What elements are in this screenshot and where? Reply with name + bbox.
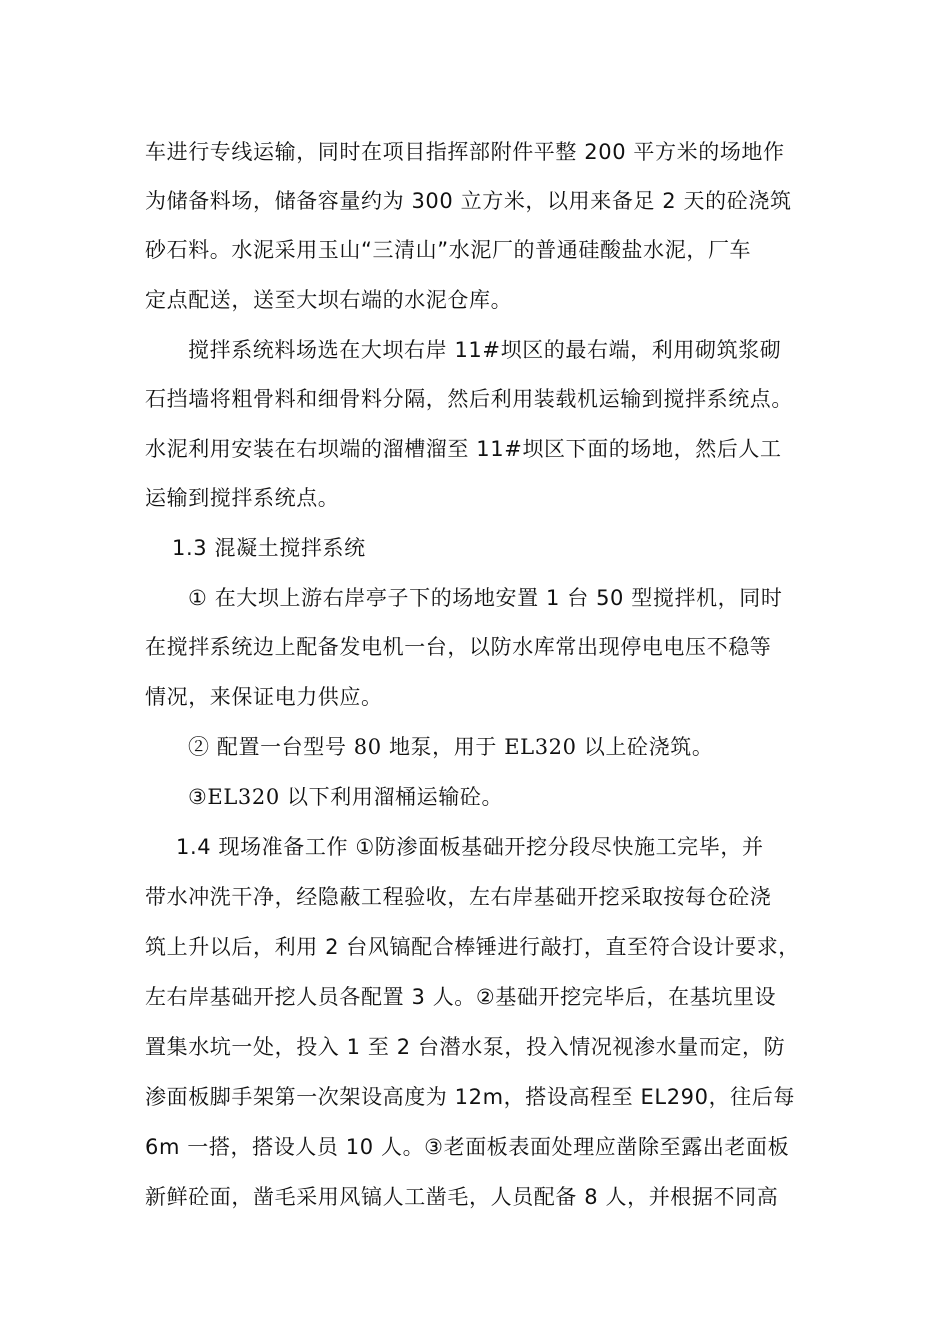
list-item-2: ② 配置一台型号 80 地泵，用于 EL320 以上砼浇筑。 [188,735,714,759]
text-line: 砂石料。水泥采用玉山“三清山”水泥厂的普通硅酸盐水泥，厂车 [145,238,752,262]
text-line: 置集水坑一处，投入 1 至 2 台潜水泵，投入情况视渗水量而定，防 [145,1035,786,1059]
paragraph-first-line: 搅拌系统料场选在大坝右岸 11#坝区的最右端，利用砌筑浆砌 [188,338,782,362]
text-line: 带水冲洗干净，经隐蔽工程验收，左右岸基础开挖采取按每仓砼浇 [145,885,772,909]
text-line: 为储备料场，储备容量约为 300 立方米，以用来备足 2 天的砼浇筑 [145,189,792,213]
text-line: 定点配送，送至大坝右端的水泥仓库。 [145,288,513,312]
text-line: 在搅拌系统边上配备发电机一台，以防水库常出现停电电压不稳等 [145,635,772,659]
text-line: 情况，来保证电力供应。 [145,685,383,709]
list-item-3: ③EL320 以下利用溜桶运输砼。 [188,785,504,809]
section-heading-1-4: 1.4 现场准备工作 ①防渗面板基础开挖分段尽快施工完毕，并 [176,835,764,859]
text-line: 渗面板脚手架第一次架设高度为 12m，搭设高程至 EL290，往后每 [145,1085,795,1109]
text-line: 筑上升以后，利用 2 台风镐配合棒锤进行敲打，直至符合设计要求， [145,935,800,959]
section-heading-1-3: 1.3 混凝土搅拌系统 [172,536,366,560]
list-item-1: ① 在大坝上游右岸亭子下的场地安置 1 台 50 型搅拌机，同时 [188,586,783,610]
text-line: 左右岸基础开挖人员各配置 3 人。②基础开挖完毕后，在基坑里设 [145,985,777,1009]
text-line: 石挡墙将粗骨料和细骨料分隔，然后利用装载机运输到搅拌系统点。 [145,387,793,411]
text-line: 车进行专线运输，同时在项目指挥部附件平整 200 平方米的场地作 [145,140,785,164]
text-line: 6m 一搭，搭设人员 10 人。③老面板表面处理应凿除至露出老面板 [145,1135,790,1159]
text-line: 运输到搅拌系统点。 [145,486,340,510]
text-line: 新鲜砼面，凿毛采用风镐人工凿毛，人员配备 8 人，并根据不同高 [145,1185,779,1209]
text-line: 水泥利用安装在右坝端的溜槽溜至 11#坝区下面的场地，然后人工 [145,437,782,461]
